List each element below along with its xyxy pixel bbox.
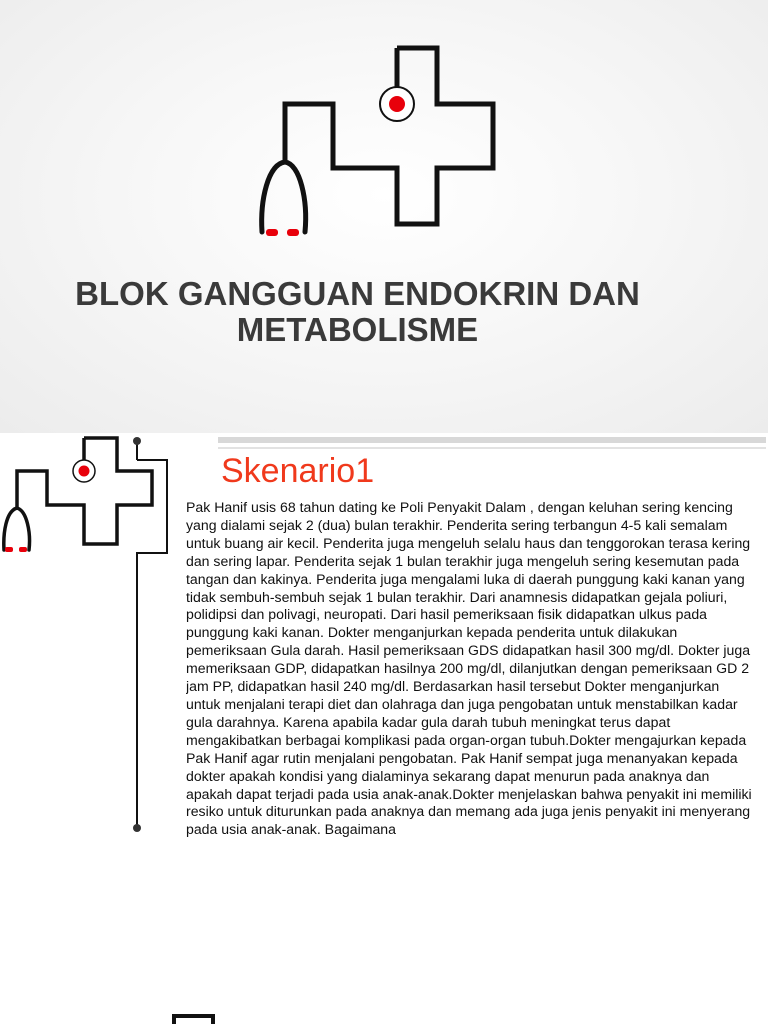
slide-title: BLOK GANGGUAN ENDOKRIN DAN METABOLISME bbox=[75, 275, 640, 348]
next-slide-preview bbox=[0, 865, 768, 1024]
header-rule bbox=[218, 437, 766, 443]
medical-cross-icon bbox=[0, 865, 768, 1024]
scenario-heading: Skenario1 bbox=[221, 452, 375, 490]
title-slide bbox=[0, 0, 768, 433]
stethoscope-medical-cross-icon bbox=[0, 433, 190, 865]
scenario-slide bbox=[0, 433, 768, 865]
stethoscope-medical-cross-icon bbox=[0, 0, 768, 433]
header-rule-thin bbox=[218, 447, 766, 449]
scenario-body: Pak Hanif usis 68 tahun dating ke Poli Penyakit Dalam , dengan keluhan sering kencing yang dialami sejak 2 (dua) bulan terakhir. Penderita sering terbangun 4-5 kali semalam untuk buang air kecil. Penderita juga mengeluh selalu haus dan tenggorokan terasa kering dan sering lapar. Penderita sejak 1 bulan terakhir juga mengeluh sering kesemutan pada tangan dan kakinya. Penderita juga mengalami luka di daerah punggung kaki kanan yang tidak sembuh-sembuh sejak 1 bulan terakhir. Dari anamnesis didapatkan gejala poliuri, polidipsi dan polivagi, neuropati. Dari hasil pemeriksaan fisik didapatkan ulkus pada punggung kaki kanan. Dokter menganjurkan kepada penderita untuk dilakukan pemeriksaan Gula darah. Hasil pemeriksaan GDS didapatkan hasil 300 mg/dl. Dokter juga memeriksaan GDP, didapatkan hasilnya 200 mg/dl, dilanjutkan dengan pemeriksaan GD 2 jam PP, didapatkan hasil 240 mg/dl. Berdasarkan hasil tersebut Dokter menganjurkan untuk menjalani terapi diet dan olahraga dan juga pengobatan untuk menstabilkan kadar gula darahnya. Karena apabila kadar gula darah tubuh meningkat terus dapat mengakibatkan berbagai komplikasi pada organ-organ tubuh.Dokter mengajurkan kepada Pak Hanif agar rutin menjalani pengobatan. Pak Hanif sempat juga menanyakan kepada dokter apakah kondisi yang dialaminya sekarang dapat menurun pada anaknya dan apakah dapat terjadi pada usia anak-anak.Dokter menjelaskan bahwa penyakit ini memiliki resiko untuk diturunkan pada anaknya dan memang ada juga jenis penyakit ini menyerang pada usia anak-anak. Bagaimana bbox=[186, 499, 752, 838]
